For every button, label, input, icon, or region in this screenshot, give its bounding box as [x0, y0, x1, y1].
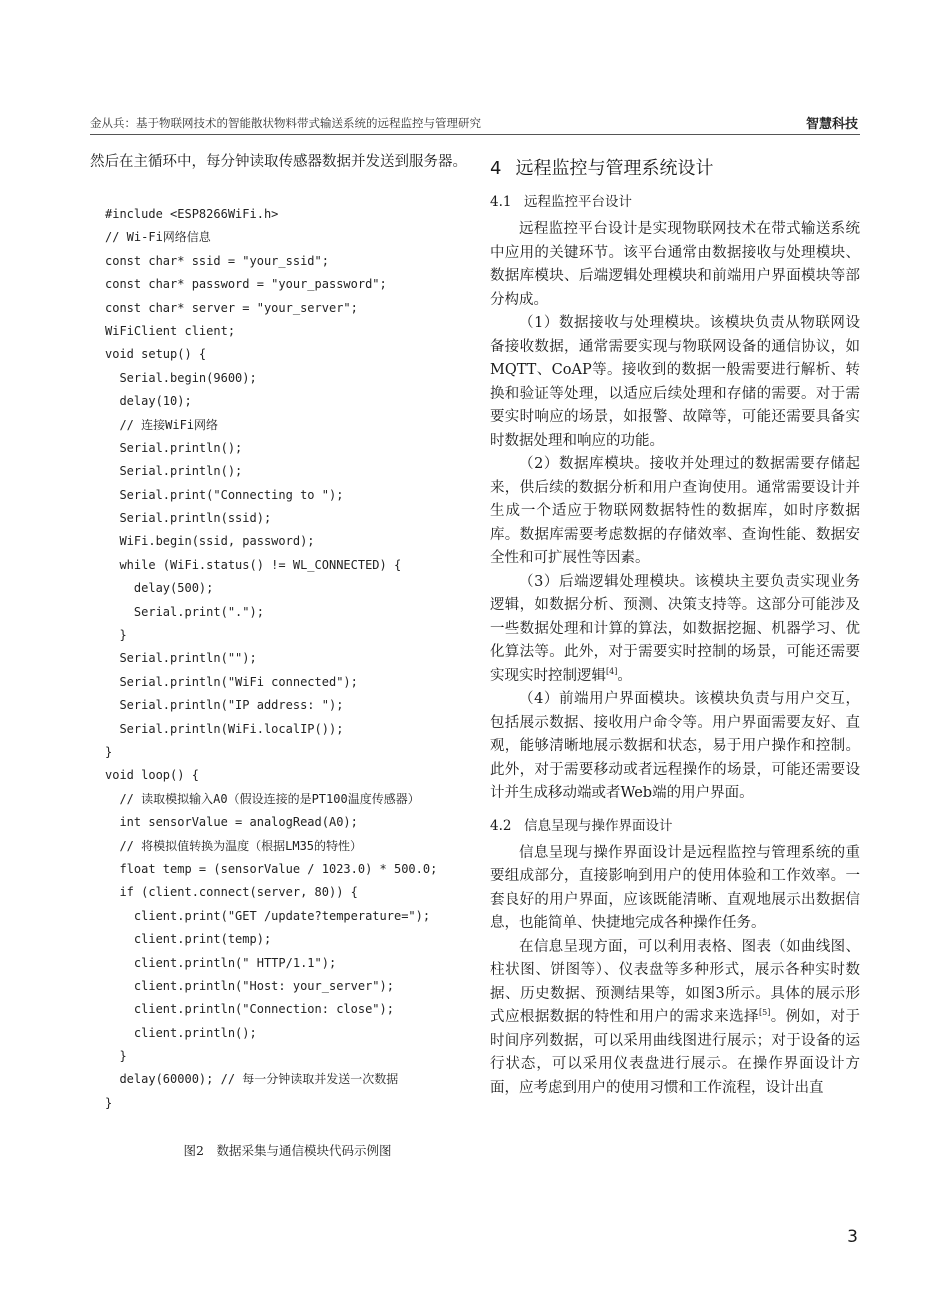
code-line: Serial.println(WiFi.localIP()); [105, 721, 344, 736]
code-line: void loop() { [105, 768, 199, 783]
paragraph [490, 936, 860, 1101]
code-line: // 连接WiFi网络 [105, 417, 219, 432]
code-line: const char* ssid = "your_ssid"; [105, 253, 329, 268]
code-line: int sensorValue = analogRead(A0); [105, 815, 358, 830]
code-block [105, 203, 470, 1115]
code-line: if (client.connect(server, 80)) { [105, 885, 358, 900]
code-line: } [105, 1095, 113, 1110]
code-line: WiFi.begin(ssid, password); [105, 534, 315, 549]
paragraph-text-end: 。 [617, 667, 632, 684]
code-line: while (WiFi.status() != WL_CONNECTED) { [105, 557, 402, 572]
subsection-heading-4-1 [490, 190, 860, 210]
code-line: // 读取模拟输入A0（假设连接的是PT100温度传感器） [105, 791, 420, 806]
subsection-number: 4.2 [490, 817, 512, 834]
right-column [490, 154, 860, 1100]
paragraph-text-end: 。例如，对于时间序列数据，可以采用曲线图进行展示；对于设备的运行状态，可以采用仪表盘进行展示。在操作界面设计方面，应考虑到用户的使用习惯和工作流程，设计出直 [490, 1009, 861, 1096]
code-line: client.println("Connection: close"); [105, 1002, 394, 1017]
code-line: client.println(" HTTP/1.1"); [105, 955, 337, 970]
paragraph: （1）数据接收与处理模块。该模块负责从物联网设备接收数据，通常需要实现与物联网设备的通信协议，如MQTT、CoAP等。接收到的数据一般需要进行解析、转换和验证等处理，以适应后续处理和存储的需要。对于需要实时响应的场景，如报警、故障等，可能还需要具备实时数据处理和响应的功能。 [490, 315, 860, 449]
code-line: client.println("Host: your_server"); [105, 978, 394, 993]
code-line: const char* password = "your_password"; [105, 277, 387, 292]
paragraph-text: 在信息呈现方面，可以利用表格、图表（如曲线图、柱状图、饼图等）、仪表盘等多种形式，展示各种实时数据、历史数据、预测结果等，如图3所示。具体的展示形式应根据数据的特性和用户的需求来选择 [490, 938, 860, 1025]
paragraph: （4）前端用户界面模块。该模块负责与用户交互，包括展示数据、接收用户命令等。用户界面需要友好、直观，能够清晰地展示数据和状态，易于用户操作和控制。此外，对于需要移动或者远程操作的场景，可能还需要设计并生成移动端或者Web端的用户界面。 [490, 691, 860, 801]
subsection-number: 4.1 [490, 194, 512, 210]
code-line: float temp = (sensorValue / 1023.0) * 500.0; [105, 861, 438, 876]
page-number: 3 [847, 1227, 858, 1247]
section-number: 4 [490, 158, 502, 179]
paragraph: （2）数据库模块。接收并处理过的数据需要存储起来，供后续的数据分析和用户查询使用。通常需要设计并生成一个适应于物联网数据特性的数据库，如时序数据库。数据库需要考虑数据的存储效率、查询性能、数据安全性和可扩展性等因素。 [490, 456, 860, 566]
code-line: delay(10); [105, 394, 192, 409]
intro-paragraph: 然后在主循环中，每分钟读取传感器数据并发送到服务器。 [90, 154, 467, 170]
paragraph [490, 571, 860, 689]
subsection-heading-4-2 [490, 814, 860, 834]
code-line: client.println(); [105, 1025, 257, 1040]
subsection-title: 远程监控平台设计 [524, 194, 632, 210]
code-line: // Wi-Fi网络信息 [105, 230, 211, 245]
paragraph: 信息呈现与操作界面设计是远程监控与管理系统的重要组成部分，直接影响到用户的使用体验和工作效率。一套良好的用户界面，应该既能清晰、直观地展示出数据信息，也能简单、快捷地完成各种操作任务。 [490, 844, 860, 931]
code-line: delay(60000); // 每一分钟读取并发送一次数据 [105, 1072, 399, 1087]
citation-ref: [4] [606, 666, 618, 676]
code-line: Serial.println(""); [105, 651, 257, 666]
header-divider [90, 134, 860, 135]
code-line: Serial.println("IP address: "); [105, 698, 344, 713]
code-line: Serial.print("Connecting to "); [105, 487, 344, 502]
section-heading [490, 154, 860, 180]
running-title: 金从兵：基于物联网技术的智能散状物料带式输送系统的远程监控与管理研究 [90, 116, 481, 130]
citation-ref: [5] [759, 1008, 771, 1018]
code-line: void setup() { [105, 347, 207, 362]
code-line: Serial.println(); [105, 464, 243, 479]
left-column [90, 150, 470, 1159]
code-line: Serial.println("WiFi connected"); [105, 674, 358, 689]
code-line: delay(500); [105, 581, 214, 596]
paragraph-text: （3）后端逻辑处理模块。该模块主要负责实现业务逻辑，如数据分析、预测、决策支持等。这部分可能涉及一些数据处理和计算的算法，如数据挖掘、机器学习、优化算法等。此外，对于需要实时控制的场景，可能还需要实现实时控制逻辑 [490, 573, 860, 684]
section-title: 远程监控与管理系统设计 [515, 158, 714, 179]
code-line: } [105, 628, 127, 643]
code-line: // 将模拟值转换为温度（根据LM35的特性） [105, 838, 363, 853]
code-line: Serial.print("."); [105, 604, 264, 619]
journal-name: 智慧科技 [805, 117, 858, 132]
code-line: Serial.begin(9600); [105, 370, 257, 385]
code-line: } [105, 1049, 127, 1064]
code-line: client.print("GET /update?temperature="); [105, 908, 431, 923]
figure-caption: 图2 数据采集与通信模块代码示例图 [183, 1143, 392, 1159]
subsection-title: 信息呈现与操作界面设计 [524, 817, 673, 834]
code-line: Serial.println(); [105, 440, 243, 455]
code-line: WiFiClient client; [105, 323, 236, 338]
code-line: } [105, 744, 113, 759]
code-line: Serial.println(ssid); [105, 511, 272, 526]
code-line: #include <ESP8266WiFi.h> [105, 207, 279, 221]
code-line: const char* server = "your_server"; [105, 300, 358, 315]
code-line: client.print(temp); [105, 932, 272, 947]
paragraph: 远程监控平台设计是实现物联网技术在带式输送系统中应用的关键环节。该平台通常由数据接收与处理模块、数据库模块、后端逻辑处理模块和前端用户界面模块等部分构成。 [490, 221, 860, 308]
